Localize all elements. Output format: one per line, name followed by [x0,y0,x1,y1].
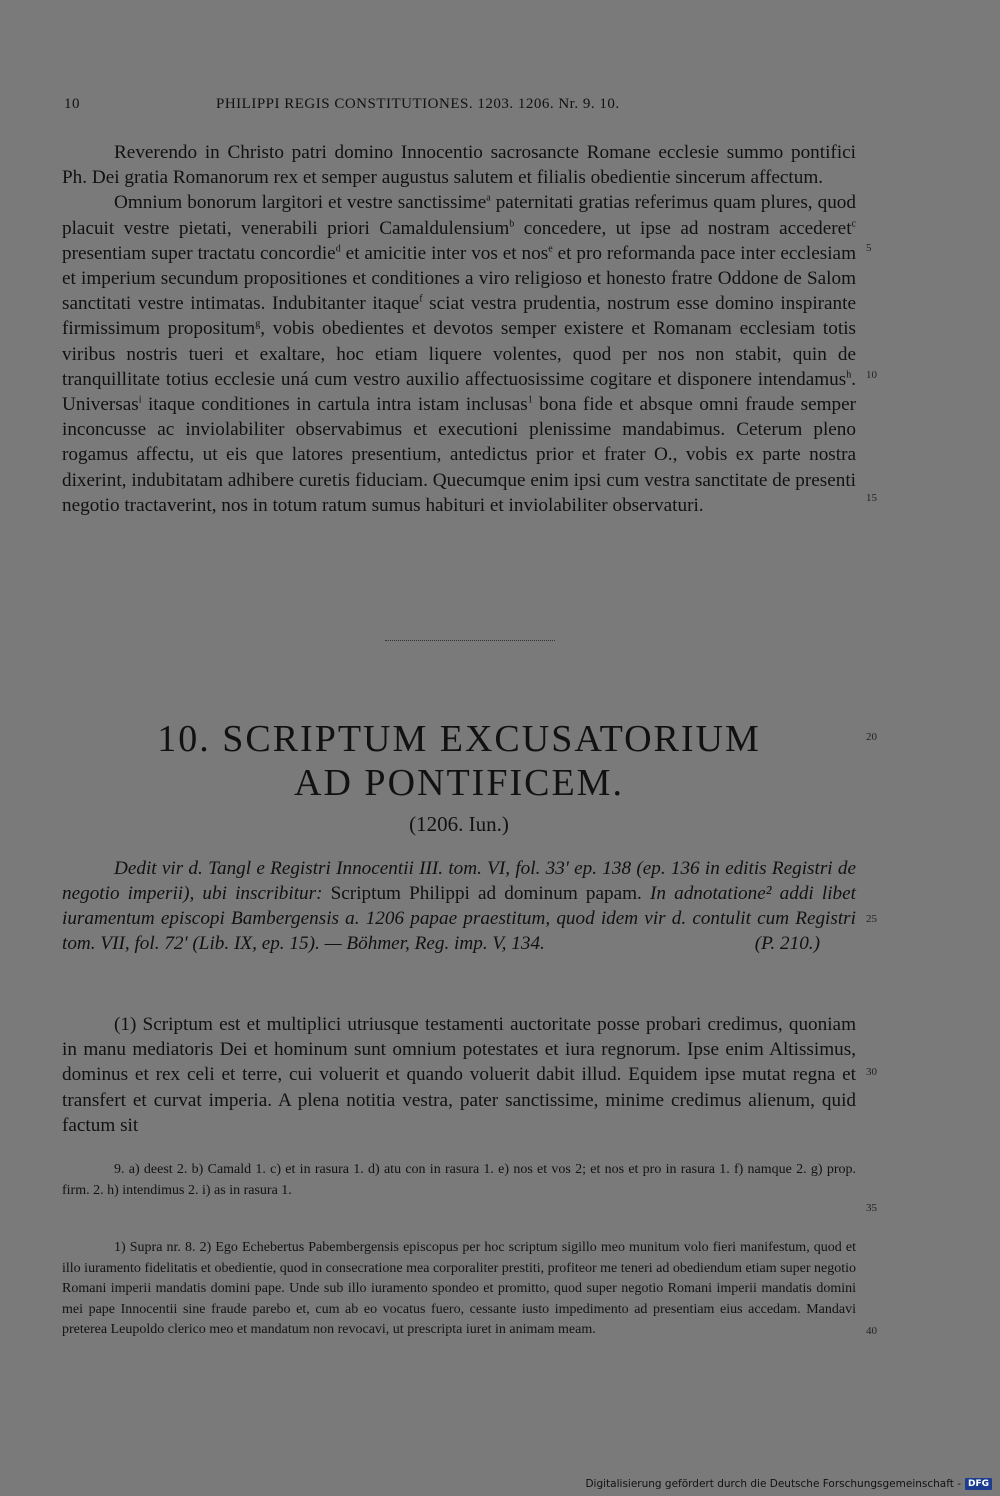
variant-marker: a [486,193,491,205]
variant-marker: i [138,394,142,406]
variant-marker: e [548,243,553,255]
variant-marker: c [851,218,856,230]
variant-marker: d [335,243,341,255]
line-number: 10 [866,369,877,381]
line-number: 5 [866,242,872,254]
dfg-logo-icon: DFG [965,1478,992,1490]
section-divider [385,640,555,641]
line-number: 15 [866,492,877,504]
letter-salutation: Reverendo in Christo patri domino Innocentio sacrosancte Romane ecclesie summo pontifici Ph. Dei gratia Romanorum rex et semper augustus salutem et filialis obedientie sincerum affectum. [62,142,856,189]
variant-marker: b [509,218,515,230]
footer-text: Digitalisierung gefördert durch die Deutsche Forschungsgemeinschaft - [585,1478,961,1490]
variant-marker: f [419,293,423,305]
line-number: 35 [866,1202,877,1214]
document-title-line2: AD PONTIFICEM. [294,762,624,804]
document-date: (1206. Iun.) [409,812,509,836]
line-number: 30 [866,1066,877,1078]
letter-body: Omnium bonorum largitori et vestre sanctissime$^a$ paternitati gratias referimus quam plures, quod placuit vestre pietati, venerabili priori Camaldulensium$^b$ concedere, ut ipse ad nostram accederet$^c$ presentiam super tractatu concordie$^d$ et amicitie inter vos et nos$^e$ et pro reformanda pace inter ecclesiam et imperium secundum propositiones et conditiones a viro religioso et honesto fratre Oddone de Salom sanctitati vestre intimatas. Indubitanter itaque$^f$ sciat vestra prudentia, nostrum esse domino inspirante firmissimum propositum$^g$, vobis obedientes et devotos semper existere et Romanam ecclesiam totis viribus nostris tueri et exaltare, hoc etiam liquere volentes, quod per nos non stabit, quin de tranquillitate totius ecclesie uná cum vestro auxilio affectuosissime cogitare et disponere intendamus$^h$. Universas$^i$ itaque conditiones in cartula intra istam inclusas$^1$ bona fide et absque omni fraude semper inconcusse ac inviolabiliter observabimus et executioni plenissime mandabimus. Ceterum pleno rogamus affectu, ut eis que latores presentium, antedictus prior et frater O., vobis ex parte nostra dixerint, indubitatam adhibere curetis fiduciam. Quecumque enim ipsi cum vestra sanctitate de presenti negotio tractaverint, nos in totum ratum sumus habituri et inviolabiliter observaturi. [62,192,857,516]
line-number: 25 [866,913,877,925]
footnotes: 1) Supra nr. 8. 2) Ego Echebertus Pabembergensis episcopus per hoc scriptum sigillo meo munitum volo fieri manifestum, quod et illo iuramento fidelitatis et obedientie, quod in consecratione mea corporaliter prestiti, profiteor me teneri ad obediendum etiam super negotio Romani imperii mandatis domini pape. Unde sub illo iuramento spondeo et promitto, quod super negotio Romani imperii mandatis domini mei pape Innocentii sine fraude parebo et, cum ab eo vocatus fuero, cessante iusto impedimento ad presentiam eius accedam. Mandavi preterea Leupoldo clerico meo et mandatum non revocavi, ut prescripta iuret in animam meam. [62,1240,856,1337]
page-number: 10 [64,96,80,112]
variant-marker: g [255,319,261,331]
line-number: 20 [866,731,877,743]
letter-nr-9 [62,140,856,518]
variant-apparatus: 9. a) deest 2. b) Camald 1. c) et in rasura 1. d) atu con in rasura 1. e) nos et vos 2; et nos et pro in rasura 1. f) namque 2. g) prop. firm. 2. h) intendimus 2. i) as in rasura 1. [62,1162,856,1198]
edition-note: Dedit vir d. Tangl e Registri Innocentii III. tom. VI, fol. 33' ep. 138 (ep. 136 in editis Registri de negotio imperii), ubi inscribitur: Scriptum Philippi ad dominum papam. In adnotatione² addi libet iuramentum episcopi Bambergensis a. 1206 papae praestitum, quod idem vir d. contulit cum Registri tom. VII, fol. 72' (Lib. IX, ep. 15). — Böhmer, Reg. imp. V, 134. (P. 210.) [62,858,856,954]
digitization-footer [585,1478,992,1490]
document-text: (1) Scriptum est et multiplici utriusque testamenti auctoritate posse probari credimus, quoniam in manu mediatoris Dei et hominum sunt omnium potestates et iura regnorum. Ipse enim Altissimus, dominus et rex celi et terre, cui voluerit et quando voluerit dabit illud. Equidem ipse mutat regna et transfert et curvat imperia. A plena notitia vestra, pater sanctissime, minime credimus alienum, quid factum sit [62,1014,856,1136]
document-title: 10. SCRIPTUM EXCUSATORIUM [157,718,761,760]
running-title: PHILIPPI REGIS CONSTITUTIONES. 1203. 1206. Nr. 9. 10. [216,96,620,112]
variant-marker: h [846,369,852,381]
footnote-marker: 1 [527,394,533,406]
edition-reference: (P. 210.) [754,933,820,954]
line-number: 40 [866,1325,877,1337]
